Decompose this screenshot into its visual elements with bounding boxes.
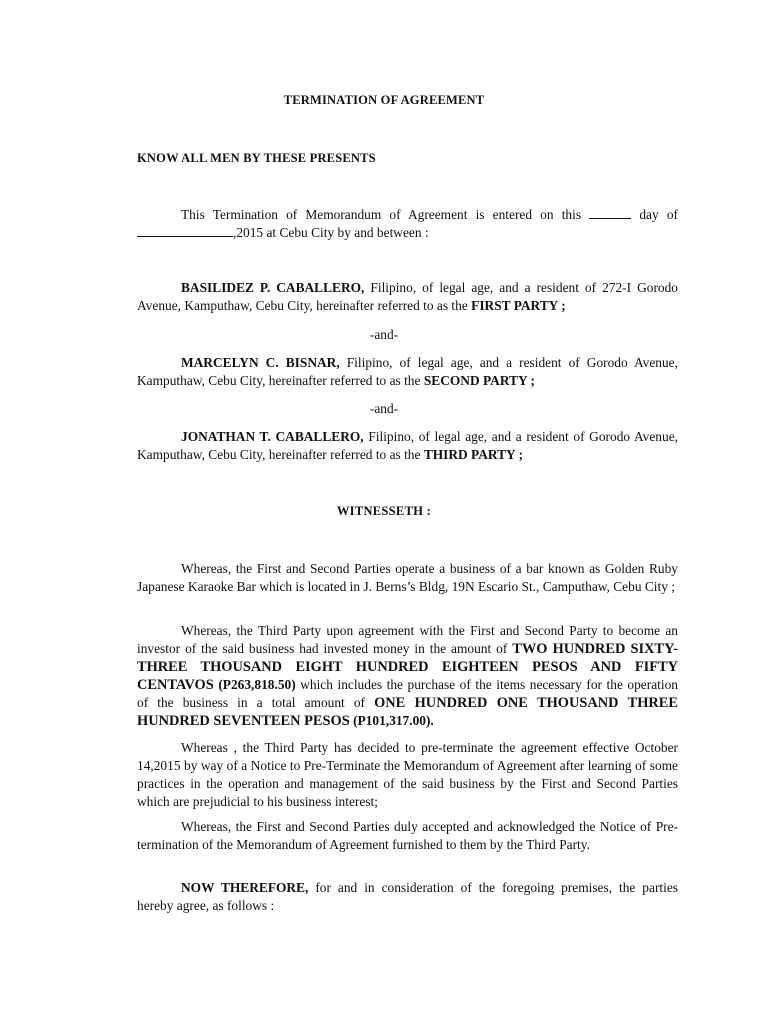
third-party-role: THIRD PARTY ; [423,447,524,462]
intro-text: This Termination of Memorandum of Agreement is entered on this [181,207,582,222]
third-party-paragraph [137,428,678,464]
first-party-text: Filipino, of legal age, and a resident of 272-I Gorodo Avenue, Kamputhaw, Cebu City, hereinafter referred to as the [137,280,678,313]
year-text: ,2015 at Cebu City by and between : [233,225,429,240]
whereas-paragraph-4: Whereas, the First and Second Parties duly accepted and acknowledged the Notice of Pre-termination of the Memorandum of Agreement furnished to them by the Third Party. [137,819,678,852]
items-amount-words: ONE HUNDRED ONE THOUSAND THREE HUNDRED SEVENTEEN PESOS [137,695,678,729]
whereas2-text-1: Whereas, the Third Party upon agreement with the First and Second Party to become an investor of the said business had invested money in the amount of [137,623,678,656]
second-party-name: MARCELYN C. BISNAR, [181,355,340,370]
investment-amount-number: (P263,818.50) [218,677,296,692]
whereas-paragraph-3: Whereas , the Third Party has decided to pre-terminate the agreement effective October 14,2015 by way of a Notice to Pre-Terminate the Memorandum of Agreement after learning of some practices in the operation and management of the said business by the First and Second Parties which are prejudicial to his business interest; [137,740,678,809]
items-amount-number: (P101,317.00). [353,713,434,728]
investment-amount-words: TWO HUNDRED SIXTY-THREE THOUSAND EIGHT HUNDRED EIGHTEEN PESOS AND FIFTY CENTAVOS [137,641,678,693]
month-blank [137,224,233,237]
first-party-name: BASILIDEZ P. CABALLERO, [181,280,365,295]
second-party-text: Filipino, of legal age, and a resident of Gorodo Avenue, Kamputhaw, Cebu City, hereinafter referred to as the [137,355,678,388]
whereas2-text-2: which includes the purchase of the items necessary for the operation of the business in a total amount of [137,677,678,710]
intro-paragraph [137,206,678,242]
first-party-paragraph [137,279,678,315]
document-title: TERMINATION OF AGREEMENT [283,93,485,107]
now-therefore-lead: NOW THEREFORE, [181,880,309,895]
first-party-role: FIRST PARTY ; [471,298,566,313]
third-party-text: Filipino, of legal age, and a resident of Gorodo Avenue, Kamputhaw, Cebu City, hereinafter referred to as the [137,429,678,462]
whereas-paragraph-1: Whereas, the First and Second Parties operate a business of a bar known as Golden Ruby Japanese Karaoke Bar which is located in J. Berns’s Bldg, 19N Escario St., Camputhaw, Cebu City ; [137,561,678,594]
and-separator-2: -and- [369,401,399,416]
know-all-men-heading: KNOW ALL MEN BY THESE PRESENTS [137,151,376,165]
witnesseth-heading: WITNESSETH : [336,504,432,518]
and-separator-1: -and- [369,327,399,342]
now-therefore-paragraph [137,879,678,915]
third-party-name: JONATHAN T. CABALLERO, [181,429,364,444]
now-therefore-text: for and in consideration of the foregoing premises, the parties hereby agree, as follows : [137,880,679,913]
whereas-paragraph-2 [137,622,678,730]
second-party-role: SECOND PARTY ; [423,373,535,388]
day-of-text: day of [639,207,678,222]
second-party-paragraph [137,354,678,390]
day-blank [589,206,631,219]
